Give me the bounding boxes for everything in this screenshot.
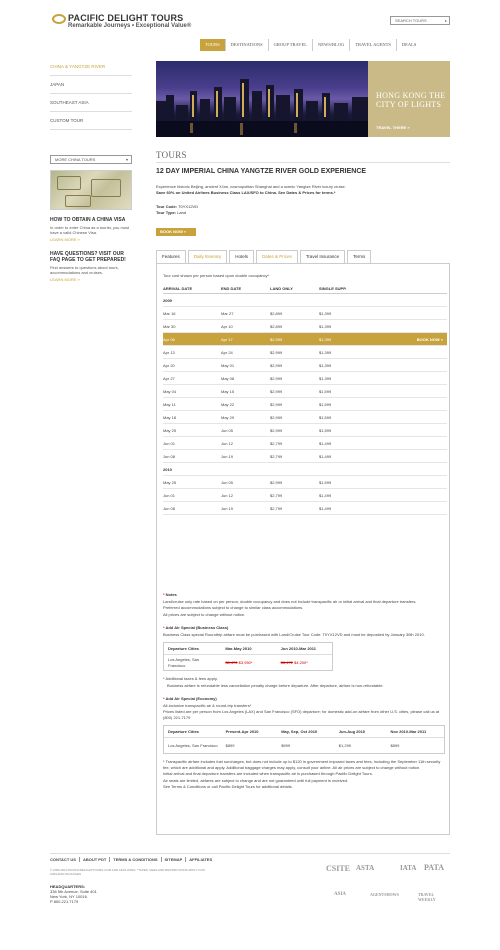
partner-logo-asta: ASTA [356, 864, 375, 872]
nav-destinations[interactable]: DESTINATIONS [226, 39, 269, 51]
end-date: Jun 12 [221, 441, 234, 446]
tab-daily-itinerary[interactable]: Daily Itinerary [188, 250, 228, 263]
arrival-date: May 04 [163, 389, 177, 394]
arrival-date: Apr 06 [163, 337, 175, 342]
divider [156, 162, 450, 163]
tour-type-label: Tour Type: [156, 210, 177, 215]
single-supp-price: $1,599 [319, 389, 332, 394]
single-supp-price: $1,599 [319, 415, 332, 420]
table-row[interactable] [163, 398, 447, 411]
end-date: Jun 05 [221, 428, 234, 433]
end-date: Jun 19 [221, 506, 234, 511]
tab-hotels[interactable]: Hotels [229, 250, 254, 263]
land-price: $2,999 [270, 480, 283, 485]
table-row[interactable] [163, 437, 447, 450]
table-row [164, 726, 444, 738]
partner-logo-travel-weekly: TRAVEL WEEKLY [418, 892, 436, 902]
hq-title: HEADQUARTERS: [50, 884, 86, 889]
faq-heading: HAVE QUESTIONS? VISIT OUR FAQ PAGE TO GET PREPARED! [50, 251, 126, 263]
site-header [0, 0, 500, 58]
notes-text-2: Preferred accommodations subject to change to similar class accommodations. [163, 605, 304, 610]
partner-logo-csite: CSITE [326, 864, 351, 873]
land-price: $2,999 [270, 428, 283, 433]
nav-group-travel[interactable]: GROUP TRAVEL [269, 39, 313, 51]
arrival-date: May 18 [163, 415, 177, 420]
table-row[interactable] [163, 372, 447, 385]
arrival-date: May 25 [163, 480, 177, 485]
hq-address-1: 336 5th Avenue, Suite 401 [50, 889, 97, 894]
year-row [163, 463, 447, 476]
col-arrival-date: ARRIVAL DATE [163, 286, 193, 291]
nav-tours[interactable]: TOURS [200, 39, 226, 51]
single-supp-price: $1,599 [319, 428, 332, 433]
business-text: Business Class special Roundtrip airfare must be purchased with Land/Cruise Tour Code: T0YX12VD and must be deposited by January 30th 2010. [163, 631, 425, 637]
faq-learn-more-link[interactable]: LEARN MORE » [50, 277, 80, 282]
land-price: $2,999 [270, 337, 283, 342]
visa-heading: HOW TO OBTAIN A CHINA VISA [50, 217, 126, 223]
partner-logo-agentshows: AGENTSHOWS [370, 892, 399, 897]
notes-section: * Notes Land/cruise only rate based on per person, double occupancy and does not include transpacific air or initial arrival and final departure transfers. Preferred accommodations subject to change to similar class accommodations. All prices are subject to change without notice. * Add Air Special (Business Class) Business Class special Roundtrip airfare must be purchased with Land/Cruise Tour Code: T0YX12VD and must be deposited by January 30th 2010. Departure Cities Mar-May 2010 Jun 2010-Mar 2011 Los Angeles, San Francisco $8,472 $3,950* $8,472 $4,200* * Additional taxes & fees apply. Business airfare is refundable less cancellation penalty charge before departure. After departure, airfare is non-refundable. * Add Air Special (Economy) All-inclusive transpacific air & round-trip transfers* Prices listed are per person from Los Angeles (LAX) and San Francisco (SFO) departure; for domestic add-on airfare from other U.S. cities, please call us at (800) 221-7179 Departure Cities Present-Apr 2010 May, Sep, Oct 2010 Jun-Aug 2010 Nov 2010-Mar 2011 Los Angeles, San Francisco $899 $999 $1,299 $899 * Transpacific airfare includes fuel surcharges, but does not include up to $120 in government imposed taxes and fees, including the September 11th security fee, which are additional and apply. Additional baggage charges may apply, consult your airline. All air prices are subject to change without notice. Initial arrival and final departure transfers are included when transpacific air is purchased through Pacific Delight Tours. Air seats are limited, airfares are subject to change and are not guaranteed until full payment is received. See Terms & Conditions or call Pacific Delight Tours for additional details. [163, 592, 445, 790]
col-land-only: LAND ONLY [270, 286, 293, 291]
more-china-tours-label: MORE CHINA TOURS [55, 157, 96, 162]
tour-code-label: Tour Code: [156, 204, 178, 209]
single-supp-price: $1,499 [319, 506, 332, 511]
tour-meta [156, 204, 198, 216]
table-row [164, 738, 444, 753]
land-price: $2,799 [270, 493, 283, 498]
economy-city: Los Angeles, San Francisco [168, 742, 218, 748]
dates-table-header [163, 284, 447, 294]
end-date: May 29 [221, 415, 235, 420]
economy-text: Prices listed are per person from Los Angeles (LAX) and San Francisco (SFO) departure; for domestic add-on airfare from other U.S. cities, please call us at (800) 221-7179 [163, 709, 440, 720]
single-supp-price: $1,399 [319, 337, 332, 342]
nav-news-blog[interactable]: NEWS/BLOG [313, 39, 350, 51]
single-supp-price: $1,599 [319, 480, 332, 485]
nav-travel-agents[interactable]: TRAVEL AGENTS [350, 39, 397, 51]
footer-link-about[interactable]: ABOUT PDT [80, 857, 110, 862]
single-supp-price: $1,399 [319, 363, 332, 368]
end-date: May 22 [221, 402, 235, 407]
tour-title: 12 DAY IMPERIAL CHINA YANGTZE RIVER GOLD EXPERIENCE [156, 168, 367, 175]
arrival-date: Apr 20 [163, 363, 175, 368]
chevron-right-icon: ▸ [444, 18, 447, 23]
end-date: Jun 05 [221, 480, 234, 485]
single-supp-price: $1,499 [319, 441, 332, 446]
fine-print-1: Transpacific airfare includes fuel surcharges, but does not include up to $120 in government imposed taxes and fees, including the September 11th security fee, which are additional and apply. Additional baggage charges may apply, consult your airline. All air prices are subject to change without notice. [163, 759, 441, 770]
table-row[interactable] [163, 411, 447, 424]
dates-table-body [163, 294, 447, 515]
section-title: TOURS [156, 150, 187, 160]
site-logo[interactable] [52, 13, 212, 37]
sidebar-item-custom-tour[interactable]: CUSTOM TOUR [50, 112, 132, 130]
economy-price-table [163, 725, 445, 754]
business-col-jun-mar: Jun 2010-Mar 2011 [280, 646, 317, 651]
logo-title: PACIFIC DELIGHT TOURS [68, 13, 184, 23]
tab-dates-prices[interactable]: Dates & Prices [256, 250, 298, 264]
arrival-date: Apr 27 [163, 376, 175, 381]
hong-kong-banner[interactable] [156, 61, 450, 137]
search-tours-select[interactable] [390, 16, 450, 25]
arrival-date: Jun 01 [163, 441, 176, 446]
banner-title: HONG KONG THE CITY OF LIGHTS [376, 91, 446, 109]
table-row[interactable] [163, 333, 447, 346]
economy-col-4: Nov 2010-Mar 2011 [390, 729, 427, 734]
col-end-date: END DATE [221, 286, 242, 291]
arrival-date: Jun 08 [163, 454, 176, 459]
table-row[interactable] [163, 307, 447, 320]
notes-text-1: Land/cruise only rate based on per person, double occupancy and does not include transpacific air or initial arrival and final departure transfers. [163, 598, 417, 604]
tour-description [156, 184, 450, 196]
land-price: $2,999 [270, 350, 283, 355]
partner-logos [326, 860, 450, 920]
footer-divider [50, 853, 450, 854]
arrival-date: Jun 08 [163, 506, 176, 511]
single-supp-price: $1,399 [319, 376, 332, 381]
refund-note: Business airfare is refundable less cancellation penalty charge before departure. After departure, airfare is non-refundable. [167, 682, 384, 688]
land-price: $2,999 [270, 415, 283, 420]
col-single-supp: SINGLE SUPP. [319, 286, 347, 291]
tour-code: T0YX12VD [178, 204, 199, 209]
table-row[interactable] [163, 424, 447, 437]
table-row[interactable] [163, 320, 447, 333]
tour-tabs [156, 250, 373, 263]
single-supp-price: $1,399 [319, 350, 332, 355]
nav-deals[interactable]: DEALS [401, 42, 417, 47]
partner-logo-pata: PATA [424, 863, 444, 872]
table-row[interactable] [163, 502, 447, 515]
end-date: May 01 [221, 363, 235, 368]
visa-image [50, 170, 132, 210]
tab-terms[interactable]: Terms [347, 250, 371, 263]
tour-promo-text: Save 60% on United Airlines Business Class LAX/SFO to China. See Dates & Prices for terms.* [156, 190, 336, 195]
table-row[interactable] [163, 450, 447, 463]
year-label: 2009 [163, 298, 172, 303]
arrival-date: Mar 30 [163, 324, 176, 329]
book-now-button[interactable]: BOOK NOW » [156, 228, 196, 236]
economy-subtitle: All-inclusive transpacific air & round-trip transfers* [163, 702, 252, 708]
end-date: Apr 24 [221, 350, 233, 355]
copyright: © 2009-2010 PACIFICDELIGHTTOURS.COM AND AFFILIATES. *TAXES, FEES AND RESTRICTIONS APPLY FOR AIR/LAND PACKAGES [50, 868, 205, 876]
sidebar-item-japan[interactable]: JAPAN [50, 76, 132, 94]
footer-link-affiliates[interactable]: AFFILIATES [189, 857, 213, 862]
arrival-date: Mar 16 [163, 311, 176, 316]
end-date: May 08 [221, 376, 235, 381]
footer-link-contact[interactable]: CONTACT US [50, 857, 80, 862]
table-row [164, 643, 332, 655]
fine-print-3: Air seats are limited, airfares are subject to change and are not guaranteed until full payment is received. [163, 777, 349, 783]
more-china-tours-select[interactable] [50, 155, 132, 164]
table-row [164, 655, 332, 670]
chevron-down-icon: ▾ [125, 157, 128, 162]
land-price: $2,999 [270, 363, 283, 368]
table-row[interactable] [163, 489, 447, 502]
end-date: May 15 [221, 389, 235, 394]
travel-there-link[interactable]: TRAVEL THERE » [376, 125, 410, 130]
tour-type: Land [177, 210, 187, 215]
sidebar-item-china[interactable]: CHINA & YANGTZE RIVER [50, 58, 132, 76]
tour-description-text: Experience historic Beijing, ancient Xi'an, cosmopolitan Shanghai and a scenic Yangtze River luxury cruise. [156, 184, 346, 189]
economy-col-cities: Departure Cities [168, 729, 199, 734]
business-price-table [163, 642, 333, 671]
arrival-date: May 11 [163, 402, 176, 407]
land-price: $2,999 [270, 402, 283, 407]
single-supp-price: $1,499 [319, 493, 332, 498]
headquarters [50, 884, 97, 904]
business-price-1: $8,472 $3,950* [225, 659, 253, 665]
business-col-cities: Departure Cities [168, 646, 199, 651]
fine-print-2: Initial arrival and final departure transfers are included when transpacific air is purchased through Pacific Delight Tours. [163, 771, 373, 776]
visa-learn-more-link[interactable]: LEARN MORE » [50, 237, 80, 242]
notes-text-3: All prices are subject to change without notice. [163, 611, 246, 617]
logo-tagline: Remarkable Journeys • Exceptional Value® [68, 23, 192, 29]
banner-photo [156, 61, 368, 137]
year-label: 2010 [163, 467, 172, 472]
end-date: Jun 12 [221, 493, 234, 498]
partner-logo-iata: IATA [400, 864, 417, 872]
economy-price-3: $1,299 [338, 742, 352, 748]
tab-features[interactable]: Features [156, 250, 186, 263]
land-price: $2,999 [270, 376, 283, 381]
arrival-date: May 25 [163, 428, 177, 433]
land-price: $2,899 [270, 311, 283, 316]
economy-price-2: $999 [281, 742, 291, 748]
fine-print-4: See Terms & Conditions or call Pacific Delight Tours for additional details. [163, 784, 293, 789]
end-date: Jun 19 [221, 454, 234, 459]
hq-address-2: New York, NY 10016 [50, 894, 87, 899]
business-price-2: $8,472 $4,200* [280, 659, 308, 665]
end-date: Apr 17 [221, 337, 233, 342]
footer-links [50, 857, 215, 862]
table-row[interactable] [163, 385, 447, 398]
arrival-date: Jun 01 [163, 493, 176, 498]
land-price: $2,799 [270, 454, 283, 459]
year-row [163, 294, 447, 307]
hq-phone: P 800.221.7179 [50, 899, 79, 904]
business-title: Add Air Special (Business Class) [165, 625, 229, 630]
banner-panel [368, 61, 450, 137]
single-supp-price: $1,499 [319, 454, 332, 459]
economy-title: Add Air Special (Economy) [165, 696, 217, 701]
table-row[interactable] [163, 359, 447, 372]
land-price: $2,999 [270, 389, 283, 394]
business-city: Los Angeles, San Francisco [168, 657, 200, 668]
land-price: $2,899 [270, 324, 283, 329]
land-price: $2,799 [270, 441, 283, 446]
arrival-date: Apr 13 [163, 350, 175, 355]
logo-mark-icon [52, 14, 66, 24]
taxes-note: Additional taxes & fees apply. [165, 676, 218, 681]
footer-link-terms[interactable]: TERMS & CONDITIONS [110, 857, 161, 862]
visa-text: In order to enter China as a tourist, you must have a valid Chinese Visa. [50, 225, 130, 235]
table-row[interactable] [163, 476, 447, 489]
main-nav [200, 39, 421, 51]
dates-table-note: Tour cost shown per person based upon double occupancy* [163, 273, 270, 278]
single-supp-price: $1,399 [319, 324, 332, 329]
land-price: $2,799 [270, 506, 283, 511]
dates-prices-panel [156, 263, 450, 835]
economy-col-1: Present-Apr 2010 [225, 729, 259, 734]
end-date: Mar 27 [221, 311, 234, 316]
economy-col-3: Jun-Aug 2010 [338, 729, 366, 734]
search-tours-label: SEARCH TOURS [395, 18, 427, 23]
footer-link-sitemap[interactable]: SITEMAP [162, 857, 187, 862]
table-row[interactable] [163, 346, 447, 359]
partner-logo-asia: ASIA [334, 892, 346, 897]
economy-price-1: $899 [225, 742, 235, 748]
sidebar [50, 58, 132, 282]
notes-title: Notes [165, 592, 177, 597]
business-col-mar-may: Mar-May 2010 [225, 646, 252, 651]
tab-travel-insurance[interactable]: Travel Insurance [300, 250, 345, 263]
economy-col-2: May, Sep, Oct 2010 [281, 729, 318, 734]
sidebar-item-southeast-asia[interactable]: SOUTHEAST ASIA [50, 94, 132, 112]
economy-price-4: $899 [390, 742, 400, 748]
faq-text: Find answers to questions about tours, accommodations and cruises. [50, 265, 119, 275]
single-supp-price: $1,399 [319, 311, 332, 316]
end-date: Apr 10 [221, 324, 233, 329]
single-supp-price: $1,599 [319, 402, 332, 407]
row-book-now-button[interactable]: BOOK NOW » [416, 337, 443, 342]
dates-table [163, 284, 447, 515]
